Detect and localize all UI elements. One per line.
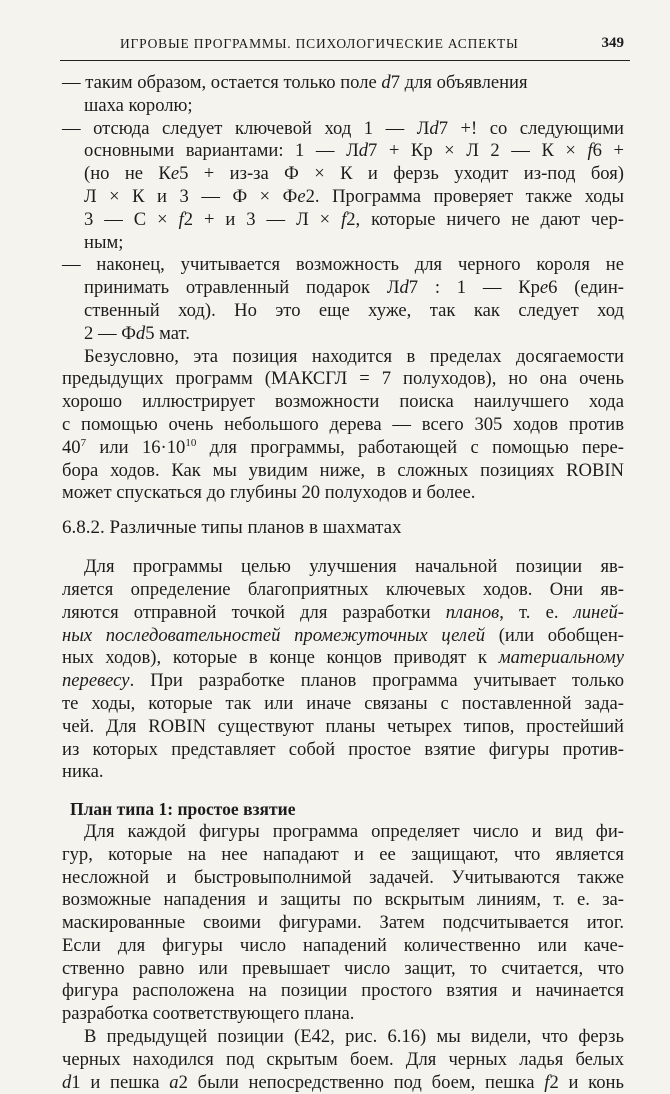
text-line: принимать отравленный подарок Лd7 : 1 — Крe6 (един- bbox=[84, 277, 624, 299]
text-line: $40^7$ или $16\cdot 10^{10}$ для программы, работающей с помощью пере- bbox=[62, 436, 625, 458]
text-line: ственно равно или превышает число защит, то считается, что bbox=[62, 957, 624, 979]
text-line: ным; bbox=[84, 231, 124, 253]
page-number: 349 bbox=[601, 35, 624, 51]
text-line: основными вариантами: 1 — Лd7 + Кр × Л 2 — К × f6 + bbox=[84, 140, 624, 162]
text-line: ляется определение благоприятных ключевых ходов. Они яв- bbox=[62, 578, 624, 600]
text-line: хорошо иллюстрирует возможности поиска наилучшего хода bbox=[62, 391, 624, 413]
text-line: те ходы, которые так или иначе связаны с поставленной зада- bbox=[62, 692, 624, 714]
text-line: Для каждой фигуры программа определяет число и вид фи- bbox=[84, 820, 624, 842]
text-line: 3 — С × f2 + и 3 — Л × f2, которые ничего не дают чер- bbox=[84, 208, 625, 230]
text-line: разработка соответствующего плана. bbox=[62, 1003, 355, 1025]
text-line: из которых представляет собой простое взятие фигуры против- bbox=[62, 738, 624, 760]
text-line: ных последовательностей промежуточных целей (или обобщен- bbox=[62, 624, 624, 646]
text-line: В предыдущей позиции (Е42, рис. 6.16) мы видели, что ферзь bbox=[84, 1026, 624, 1048]
text-line: шаха королю; bbox=[84, 94, 193, 116]
page-body bbox=[62, 72, 624, 1094]
text-line: Для программы целью улучшения начальной позиции яв- bbox=[84, 556, 624, 578]
text-line: черных находился под скрытым боем. Для черных ладья белых bbox=[62, 1048, 624, 1070]
subsection-heading: План типа 1: простое взятие bbox=[70, 799, 296, 820]
text-line: ных ходов), которые в конце концов приводят к материальному bbox=[62, 647, 624, 669]
text-line: возможные нападения и защиты по вскрытым линиям, т. е. за- bbox=[62, 889, 624, 911]
text-line: перевесу. При разработке планов программа учитывает только bbox=[62, 670, 624, 692]
text-line: Безусловно, эта позиция находится в пределах досягаемости bbox=[84, 345, 624, 367]
text-line: — наконец, учитывается возможность для черного короля не bbox=[62, 254, 624, 276]
text-line: чей. Для ROBIN существуют планы четырех типов, простейший bbox=[62, 715, 624, 737]
text-line: бора ходов. Как мы увидим ниже, в сложных позициях ROBIN bbox=[62, 459, 624, 481]
text-line: ника. bbox=[62, 761, 104, 783]
text-line: маскированные своими фигурами. Затем подсчитывается итог. bbox=[62, 912, 624, 934]
text-line: Если для фигуры число нападений количественно или каче- bbox=[62, 934, 624, 956]
text-line: — отсюда следует ключевой ход 1 — Лd7 +! со следующими bbox=[62, 117, 624, 139]
text-line: несложной и быстровыполнимой задачей. Учитываются также bbox=[62, 866, 624, 888]
running-title: ИГРОВЫЕ ПРОГРАММЫ. ПСИХОЛОГИЧЕСКИЕ АСПЕКТЫ bbox=[120, 36, 519, 51]
text-line: ляются отправной точкой для разработки планов, т. е. линей- bbox=[62, 601, 624, 623]
text-line: 2 — Фd5 мат. bbox=[84, 322, 190, 344]
running-header bbox=[60, 30, 630, 61]
section-heading: 6.8.2. Различные типы планов в шахматах bbox=[62, 517, 402, 539]
text-line: Л × К и 3 — Ф × Фe2. Программа проверяет также ходы bbox=[84, 185, 624, 207]
text-line: гур, которые на нее нападают и ее защищают, что является bbox=[62, 843, 624, 865]
text-line: фигура расположена на позиции простого взятия и начинается bbox=[62, 980, 624, 1002]
text-line: (но не Кe5 + из-за Ф × К и ферзь уходит из-под боя) bbox=[84, 163, 624, 185]
text-line: ственный ход). Но это еще хуже, так как следует ход bbox=[84, 299, 624, 321]
text-line: с помощью очень небольшого дерева — всего 305 ходов против bbox=[62, 413, 624, 435]
text-line: может спускаться до глубины 20 полуходов и более. bbox=[62, 482, 476, 504]
text-line: — таким образом, остается только поле d7 для объявления bbox=[62, 72, 528, 93]
text-line: d1 и пешка a2 были непосредственно под боем, пешка f2 и конь bbox=[62, 1071, 624, 1093]
text-line: предыдущих программ (МАКСГЛ = 7 полуходов), но она очень bbox=[62, 368, 624, 390]
